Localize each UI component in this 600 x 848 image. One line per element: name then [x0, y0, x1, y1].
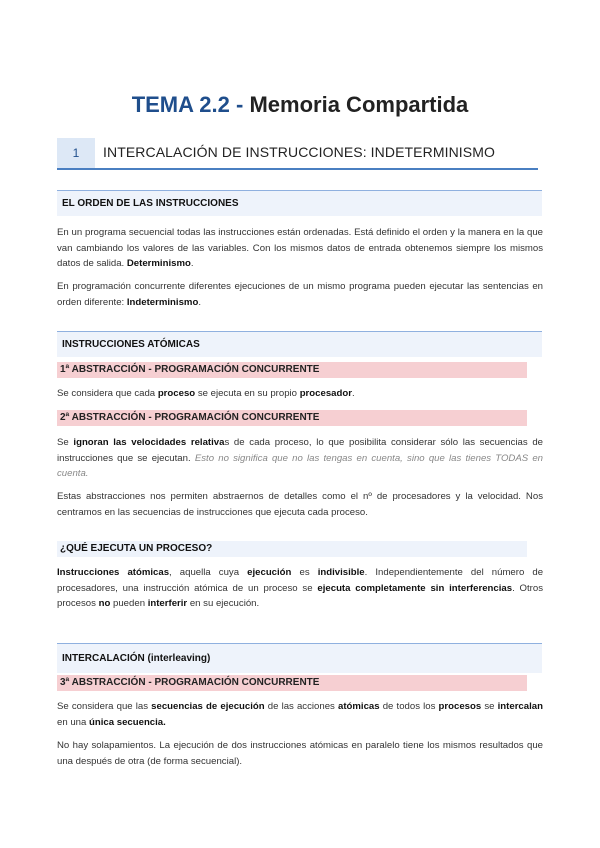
- paragraph-que-ejecuta: [57, 565, 543, 612]
- text-bold: Indeterminismo: [126, 296, 199, 308]
- title-accent: TEMA 2.2 -: [131, 92, 244, 117]
- text: en una: [57, 716, 87, 728]
- text-bold: no: [98, 598, 111, 609]
- heading-intercalacion: INTERCALACIÓN (interleaving): [57, 643, 542, 673]
- text-bold: atómicas: [337, 701, 380, 712]
- text-bold: interferir: [147, 598, 188, 609]
- text-italic-note: Esto no significa que no las tengas en cuenta, sino que las tienes TODAS en cuenta.: [57, 452, 544, 479]
- page-title: [0, 92, 600, 118]
- paragraph-abs2: [57, 435, 543, 482]
- section-title: INTERCALACIÓN DE INSTRUCCIONES: INDETERMINISMO: [103, 144, 495, 160]
- text: se ejecuta en su propio: [197, 388, 298, 399]
- abstraction-1-label: 1ª ABSTRACCIÓN - PROGRAMACIÓN CONCURRENTE: [57, 362, 527, 378]
- text-bold: intercalan: [497, 701, 543, 712]
- text: En un programa secuencial todas las instrucciones están ordenadas. Está definido el orden y la manera en la que van cambiando los valores de las variables. Con los mismos datos de entrada obtenemos siempre los mismos datos de salida.: [57, 227, 543, 269]
- text: de todos los: [382, 701, 436, 712]
- heading-orden: EL ORDEN DE LAS INSTRUCCIONES: [57, 190, 542, 216]
- paragraph-abs3: [57, 699, 543, 730]
- text: s de cada proceso, lo que posibilita considerar sólo las secuencias de instrucciones que se ejecutan.: [57, 437, 543, 464]
- text: pueden: [113, 598, 146, 609]
- text-bold: ejecución: [247, 567, 292, 578]
- text-bold: secuencias de ejecución: [151, 701, 265, 712]
- text: Se: [57, 437, 69, 448]
- text-bold: Instrucciones atómicas: [57, 567, 170, 578]
- text-bold: proceso: [157, 388, 196, 399]
- text: , aquella cuya: [169, 567, 240, 578]
- text: es: [299, 567, 310, 578]
- text-bold: ejecuta completamente sin interferencias: [317, 582, 513, 594]
- text: . Independientemente del número de procesadores, una instrucción atómica de un proceso se: [57, 567, 544, 594]
- text: Se considera que las: [57, 701, 149, 712]
- text: se: [484, 701, 495, 712]
- text-bold: procesador: [299, 388, 352, 399]
- text-bold: ignoran las velocidades relativa: [73, 437, 225, 448]
- paragraph-orden-2: [57, 279, 543, 310]
- paragraph-orden-1: [57, 225, 543, 272]
- text: en su ejecución.: [189, 598, 260, 609]
- text-bold: única secuencia.: [89, 716, 166, 728]
- text: .: [198, 296, 201, 308]
- section-1-header: [57, 138, 538, 170]
- text: de las acciones: [267, 701, 335, 712]
- text: .: [190, 258, 194, 269]
- text: . Otros procesos: [57, 582, 543, 609]
- abstraction-3-label: 3ª ABSTRACCIÓN - PROGRAMACIÓN CONCURRENTE: [57, 675, 527, 691]
- heading-atomicas: INSTRUCCIONES ATÓMICAS: [57, 331, 542, 357]
- title-rest: Memoria Compartida: [249, 92, 469, 117]
- text: En programación concurrente diferentes ejecuciones de un mismo programa pueden ejecutar las sentencias en orden diferente:: [57, 281, 543, 308]
- subheading-que-ejecuta: ¿QUÉ EJECUTA UN PROCESO?: [57, 541, 527, 557]
- abstraction-2-label: 2ª ABSTRACCIÓN - PROGRAMACIÓN CONCURRENTE: [57, 410, 527, 426]
- text-bold: Determinismo: [126, 258, 191, 269]
- section-number: 1: [57, 138, 95, 168]
- text-bold: indivisible: [317, 567, 365, 578]
- paragraph-abs1: [57, 386, 543, 402]
- paragraph-abs3-b: No hay solapamientos. La ejecución de dos instrucciones atómicas en paralelo tiene los mismos resultados que una después de otra (de forma secuencial).: [57, 740, 543, 767]
- text: Se considera que cada: [57, 388, 156, 399]
- text-bold: procesos: [438, 701, 482, 712]
- paragraph-abs2-b: Estas abstracciones nos permiten abstraernos de detalles como el nº de procesadores y la velocidad. Nos centramos en las secuencias de instrucciones que ejecuta cada proceso.: [57, 491, 543, 518]
- text: .: [351, 388, 355, 399]
